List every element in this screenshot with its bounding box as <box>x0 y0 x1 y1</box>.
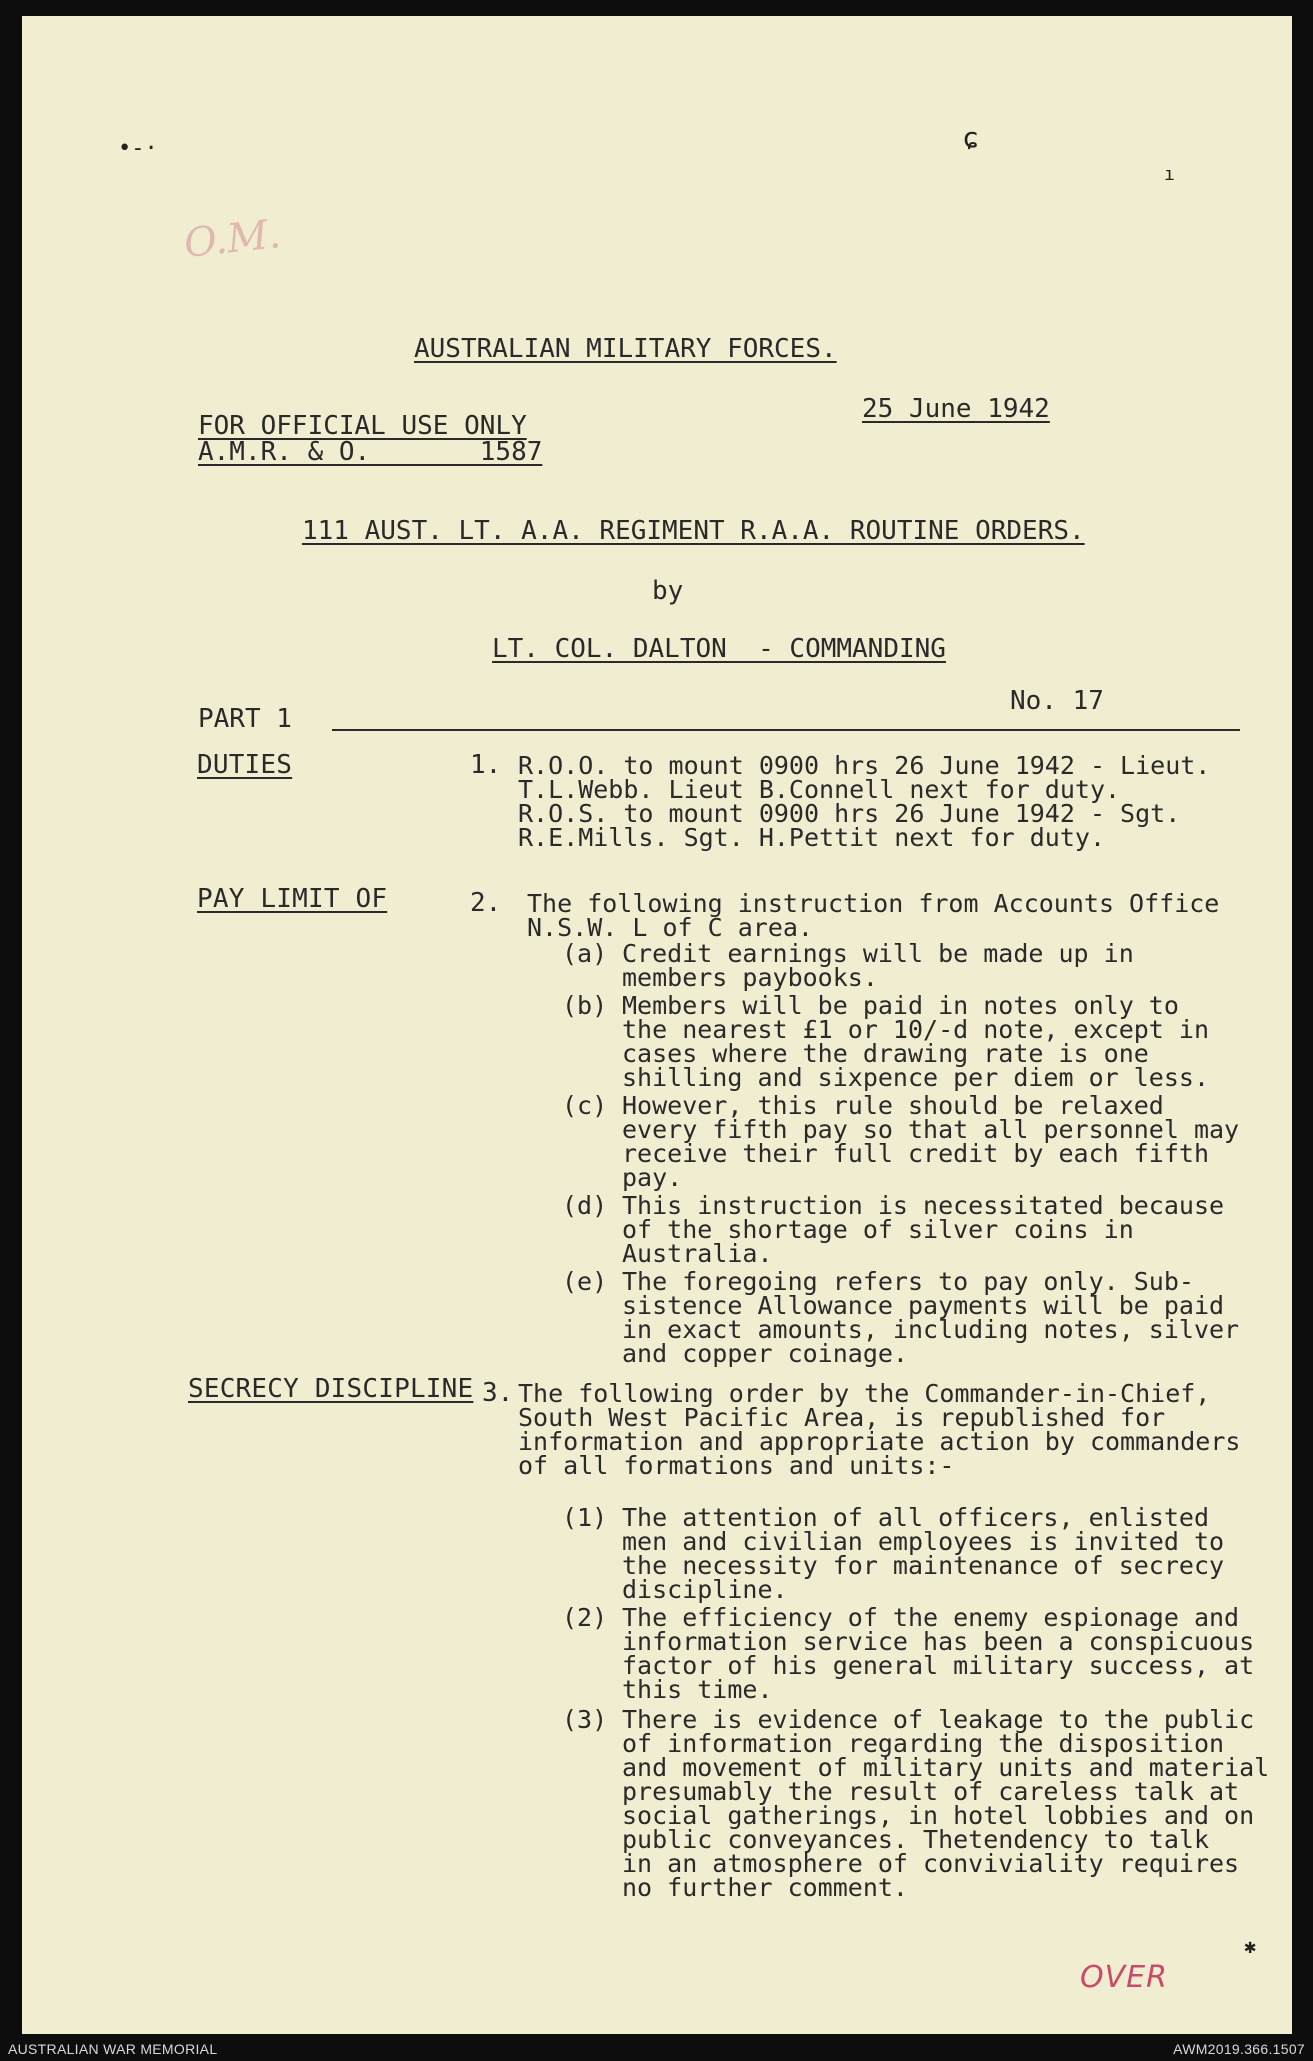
text-line: factor of his general military success, at <box>622 1651 1255 1680</box>
order-number: No. 17 <box>1010 686 1104 716</box>
text-line: pay. <box>622 1163 683 1192</box>
item-label: (b) <box>562 991 608 1020</box>
text-line: no further comment. <box>622 1873 908 1902</box>
text-line: R.O.O. to mount 0900 hrs 26 June 1942 - Lieut. <box>518 751 1211 780</box>
text-line: This instruction is necessitated because <box>622 1191 1225 1220</box>
separator-rule <box>332 729 1240 731</box>
text-line: in an atmosphere of conviviality requires <box>622 1849 1240 1878</box>
text-line: shilling and sixpence per diem or less. <box>622 1063 1209 1092</box>
document-title: AUSTRALIAN MILITARY FORCES. <box>414 334 837 364</box>
section-3-text <box>518 1379 1241 1480</box>
item-label: (c) <box>562 1091 608 1120</box>
item-label: (d) <box>562 1191 608 1220</box>
footer-archive-name: AUSTRALIAN WAR MEMORIAL <box>8 2041 218 2057</box>
text-line: men and civilian employees is invited to <box>622 1527 1225 1556</box>
text-line: and copper coinage. <box>622 1339 908 1368</box>
item-label: (3) <box>562 1705 608 1734</box>
document-page <box>22 16 1292 2034</box>
faded-stamp: O.M. <box>181 211 283 267</box>
document-date: 25 June 1942 <box>862 394 1050 424</box>
ink-mark: ✱ <box>1244 1934 1257 1958</box>
reference-number: A.M.R. & O. 1587 <box>198 437 543 467</box>
text-line: T.L.Webb. Lieut B.Connell next for duty. <box>518 775 1121 804</box>
section-1-text <box>518 751 1211 852</box>
text-line: The following instruction from Accounts Office <box>527 889 1220 918</box>
text-line: The following order by the Commander-in-Chief, <box>518 1379 1211 1408</box>
text-line: of the shortage of silver coins in <box>622 1215 1134 1244</box>
text-line: However, this rule should be relaxed <box>622 1091 1164 1120</box>
text-line: members paybooks. <box>622 963 878 992</box>
item-label: (2) <box>562 1603 608 1632</box>
text-line: sistence Allowance payments will be paid <box>622 1291 1225 1320</box>
text-line: the nearest £1 or 10/-d note, except in <box>622 1015 1209 1044</box>
item-label: (a) <box>562 939 608 968</box>
text-line: the necessity for maintenance of secrecy <box>622 1551 1225 1580</box>
ink-mark: •-· <box>118 136 158 161</box>
section-number: 1. <box>470 750 502 780</box>
text-line: cases where the drawing rate is one <box>622 1039 1149 1068</box>
section-2-text <box>527 889 1220 942</box>
text-line: social gatherings, in hotel lobbies and on <box>622 1801 1255 1830</box>
text-line: Credit earnings will be made up in <box>622 939 1134 968</box>
classification: FOR OFFICIAL USE ONLY <box>198 411 527 441</box>
item-label: (1) <box>562 1503 608 1532</box>
orders-heading: 111 AUST. LT. A.A. REGIMENT R.A.A. ROUTINE ORDERS. <box>302 516 1085 546</box>
text-line: discipline. <box>622 1575 788 1604</box>
text-line: The foregoing refers to pay only. Sub- <box>622 1267 1194 1296</box>
ink-mark: ı <box>1164 164 1175 185</box>
text-line: public conveyances. Thetendency to talk <box>622 1825 1209 1854</box>
section-heading-secrecy: SECRECY DISCIPLINE <box>188 1374 474 1404</box>
section-heading-duties: DUTIES <box>197 750 293 780</box>
text-line: receive their full credit by each fifth <box>622 1139 1209 1168</box>
text-line: The efficiency of the enemy espionage and <box>622 1603 1240 1632</box>
text-line: R.E.Mills. Sgt. H.Pettit next for duty. <box>518 823 1105 852</box>
text-line: Members will be paid in notes only to <box>622 991 1179 1020</box>
text-line: The attention of all officers, enlisted <box>622 1503 1209 1532</box>
over-annotation: OVER <box>1080 1960 1168 1995</box>
section-number: 3. <box>482 1378 514 1408</box>
section-number: 2. <box>470 888 502 918</box>
text-line: R.O.S. to mount 0900 hrs 26 June 1942 - Sgt. <box>518 799 1181 828</box>
text-line: and movement of military units and material <box>622 1753 1270 1782</box>
by-line: by <box>652 576 684 606</box>
footer-accession-number: AWM2019.366.1507 <box>1173 2041 1305 2057</box>
text-line: of all formations and units:- <box>518 1451 955 1480</box>
part-label: PART 1 <box>198 704 292 734</box>
text-line: every fifth pay so that all personnel may <box>622 1115 1240 1144</box>
text-line: information and appropriate action by commanders <box>518 1427 1241 1456</box>
text-line: this time. <box>622 1675 773 1704</box>
text-line: N.S.W. L of C area. <box>527 913 813 942</box>
section-heading-pay-limit: PAY LIMIT OF <box>197 884 388 914</box>
item-label: (e) <box>562 1267 608 1296</box>
commander-line: LT. COL. DALTON - COMMANDING <box>492 634 946 664</box>
text-line: There is evidence of leakage to the public <box>622 1705 1255 1734</box>
ink-mark: ɕ <box>962 121 979 154</box>
text-line: information service has been a conspicuous <box>622 1627 1255 1656</box>
text-line: South West Pacific Area, is republished for <box>518 1403 1166 1432</box>
text-line: presumably the result of careless talk at <box>622 1777 1240 1806</box>
text-line: in exact amounts, including notes, silver <box>622 1315 1240 1344</box>
text-line: of information regarding the disposition <box>622 1729 1225 1758</box>
text-line: Australia. <box>622 1239 773 1268</box>
